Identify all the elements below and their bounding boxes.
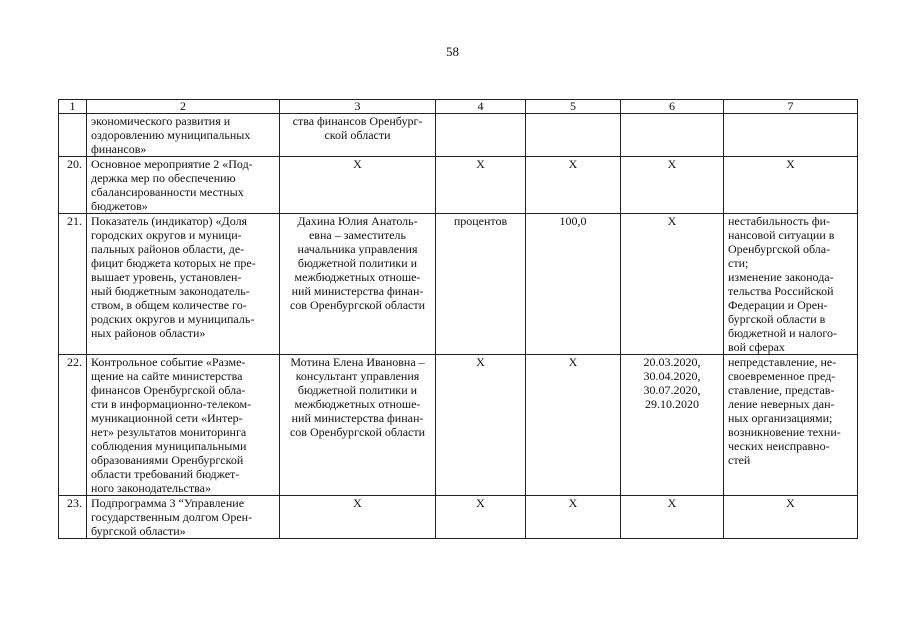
table-row — [59, 355, 858, 496]
column-header: 6 — [621, 100, 724, 114]
unit-cell: процентов — [436, 214, 526, 355]
responsible-cell: ства финансов Оренбург- ской области — [280, 114, 436, 157]
value-cell: X — [526, 157, 621, 214]
value-cell — [526, 114, 621, 157]
column-header: 5 — [526, 100, 621, 114]
risks-cell — [724, 114, 858, 157]
row-number: 23. — [59, 496, 87, 539]
column-header: 4 — [436, 100, 526, 114]
dates-cell: 20.03.2020, 30.04.2020, 30.07.2020, 29.10.2020 — [621, 355, 724, 496]
responsible-cell: Дахина Юлия Анатоль- евна – заместитель начальника управления бюджетной политики и межбюджетных отноше- ний министерства финан- сов Оренбургской области — [280, 214, 436, 355]
measure-cell: Показатель (индикатор) «Доля городских округов и муници- пальных районов области, де- фицит бюджета которых не пре- вышает уровень, установлен- ный бюджетным законодатель- ством, в общем количестве го- родских округов и муниципаль- ных районов области» — [87, 214, 280, 355]
responsible-cell: X — [280, 157, 436, 214]
row-number — [59, 114, 87, 157]
row-number: 20. — [59, 157, 87, 214]
unit-cell: X — [436, 496, 526, 539]
table-row — [59, 214, 858, 355]
dates-cell: X — [621, 496, 724, 539]
risks-cell: нестабильность фи- нансовой ситуации в Оренбургской обла- сти; изменение законода- тельства Российской Федерации и Орен- бургской области в бюджетной и налого- вой сферах — [724, 214, 858, 355]
measure-cell: экономического развития и оздоровлению муниципальных финансов» — [87, 114, 280, 157]
table-row — [59, 114, 858, 157]
column-header: 2 — [87, 100, 280, 114]
responsible-cell: Мотина Елена Ивановна – консультант управления бюджетной политики и межбюджетных отноше- ний министерства финан- сов Оренбургской области — [280, 355, 436, 496]
risks-cell: непредставление, не- своевременное пред- ставление, представ- ление неверных дан- ных организациями; возникновение техни- ческих неисправно- стей — [724, 355, 858, 496]
measure-cell: Основное мероприятие 2 «Под- держка мер по обеспечению сбалансированности местных бюджетов» — [87, 157, 280, 214]
dates-cell: X — [621, 157, 724, 214]
responsible-cell: X — [280, 496, 436, 539]
row-number: 22. — [59, 355, 87, 496]
table-row — [59, 157, 858, 214]
value-cell: X — [526, 496, 621, 539]
value-cell: X — [526, 355, 621, 496]
measure-cell: Подпрограмма 3 “Управление государственным долгом Орен- бургской области» — [87, 496, 280, 539]
column-header: 1 — [59, 100, 87, 114]
value-cell: 100,0 — [526, 214, 621, 355]
risks-cell: X — [724, 157, 858, 214]
unit-cell: X — [436, 355, 526, 496]
measure-cell: Контрольное событие «Разме- щение на сайте министерства финансов Оренбургской обла- сти в информационно-телеком- муникационной сети «Интер- нет» результатов мониторинга соблюдения муниципальными образованиями Оренбургской области требований бюджет- ного законодательства» — [87, 355, 280, 496]
risks-cell: X — [724, 496, 858, 539]
table-row — [59, 496, 858, 539]
row-number: 21. — [59, 214, 87, 355]
unit-cell: X — [436, 157, 526, 214]
table-header-row — [59, 100, 858, 114]
unit-cell — [436, 114, 526, 157]
dates-cell — [621, 114, 724, 157]
column-header: 7 — [724, 100, 858, 114]
page-number: 58 — [446, 44, 459, 59]
plan-table — [58, 99, 858, 539]
column-header: 3 — [280, 100, 436, 114]
dates-cell: X — [621, 214, 724, 355]
